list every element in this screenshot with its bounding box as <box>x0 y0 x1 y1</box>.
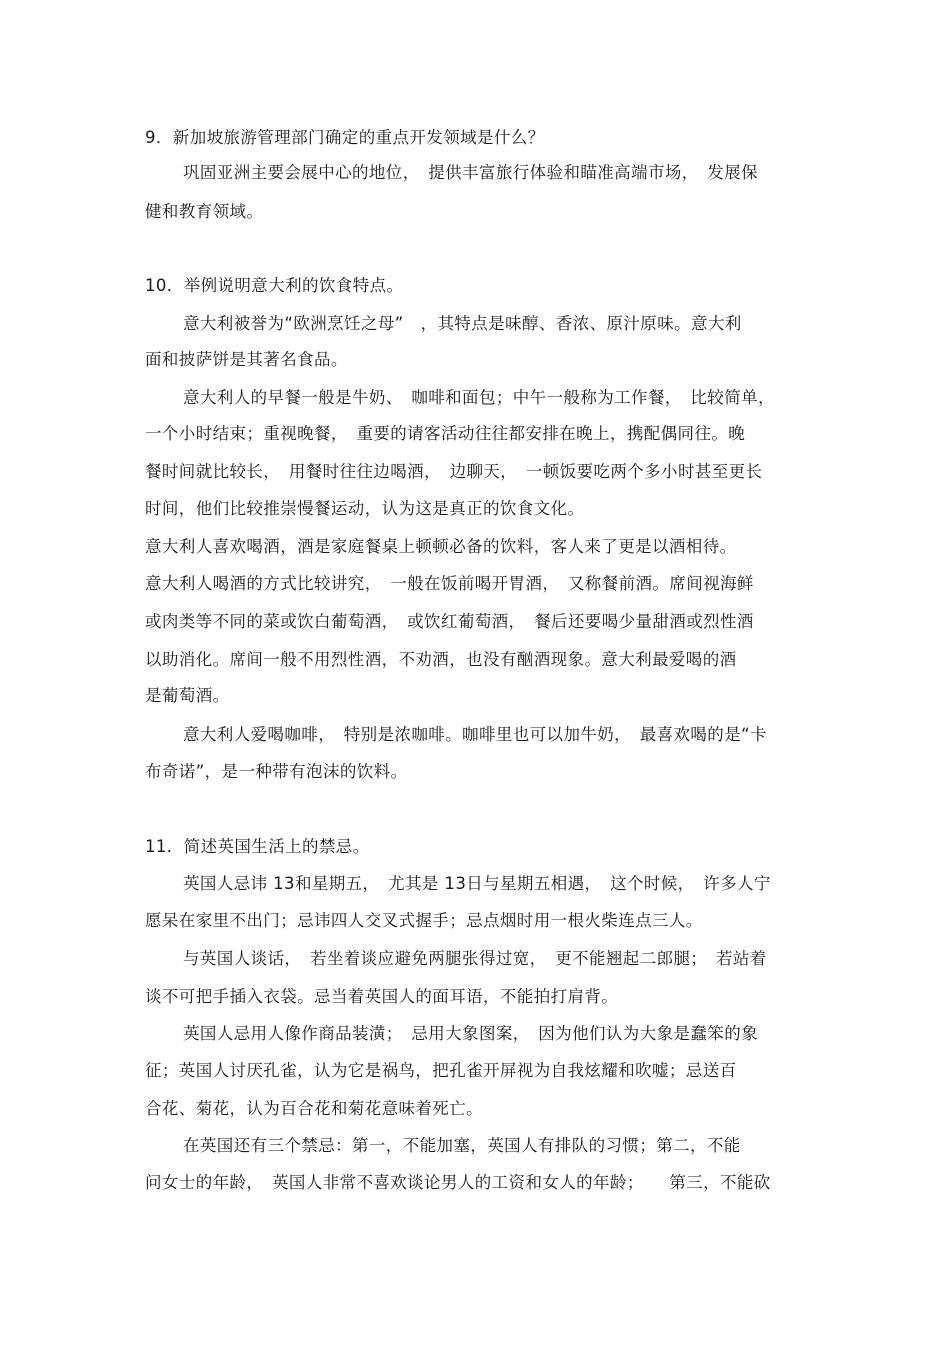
paragraph-line: 面和披萨饼是其著名食品。 <box>145 350 348 369</box>
paragraph-line: 健和教育领域。 <box>145 202 264 221</box>
question-11-heading: 11．简述英国生活上的禁忌。 <box>145 837 370 856</box>
paragraph-line: 意大利被誉为“欧洲烹饪之母” ，其特点是味醇、香浓、原汁原味。意大利 <box>183 314 742 333</box>
paragraph-line: 合花、菊花，认为百合花和菊花意味着死亡。 <box>145 1099 483 1118</box>
paragraph-line: 或肉类等不同的菜或饮白葡萄酒， 或饮红葡萄酒， 餐后还要喝少量甜酒或烈性酒 <box>145 612 754 631</box>
paragraph-line: 英国人忌用人像作商品装潢； 忌用大象图案， 因为他们认为大象是蠢笨的象 <box>183 1024 758 1043</box>
paragraph-line: 餐时间就比较长， 用餐时往往边喝酒， 边聊天， 一顿饭要吃两个多小时甚至更长 <box>145 462 763 481</box>
paragraph-line: 愿呆在家里不出门；忌讳四人交叉式握手；忌点烟时用一根火柴连点三人。 <box>145 911 703 930</box>
paragraph-line: 布奇诺”，是一种带有泡沫的饮料。 <box>145 762 408 781</box>
paragraph-line: 谈不可把手插入衣袋。忌当着英国人的面耳语，不能拍打肩背。 <box>145 987 619 1006</box>
paragraph-line: 意大利人喝酒的方式比较讲究， 一般在饭前喝开胃酒， 又称餐前酒。席间视海鲜 <box>145 574 754 593</box>
paragraph-line: 征；英国人讨厌孔雀，认为它是祸鸟，把孔雀开屏视为自我炫耀和吹嘘；忌送百 <box>145 1061 737 1080</box>
paragraph-line: 意大利人喜欢喝酒，酒是家庭餐桌上顿顿必备的饮料，客人来了更是以酒相待。 <box>145 537 737 556</box>
paragraph-line: 英国人忌讳 13和星期五， 尤其是 13日与星期五相遇， 这个时候， 许多人宁 <box>183 874 771 893</box>
paragraph-line: 意大利人的早餐一般是牛奶、 咖啡和面包；中午一般称为工作餐， 比较简单， <box>183 388 775 407</box>
question-9-heading: 9．新加坡旅游管理部门确定的重点开发领域是什么？ <box>145 128 545 147</box>
paragraph-line: 是葡萄酒。 <box>145 686 230 705</box>
paragraph-line: 问女士的年龄， 英国人非常不喜欢谈论男人的工资和女人的年龄； 第三，不能砍 <box>145 1173 771 1192</box>
paragraph-line: 在英国还有三个禁忌：第一，不能加塞，英国人有排队的习惯；第二，不能 <box>183 1136 741 1155</box>
paragraph-line: 以助消化。席间一般不用烈性酒，不劝酒，也没有酗酒现象。意大利最爱喝的酒 <box>145 650 737 669</box>
paragraph-line: 巩固亚洲主要会展中心的地位， 提供丰富旅行体验和瞄准高端市场， 发展保 <box>183 163 758 182</box>
paragraph-line: 与英国人谈话， 若坐着谈应避免两腿张得过宽， 更不能翘起二郎腿； 若站着 <box>183 949 767 968</box>
question-10-heading: 10．举例说明意大利的饮食特点。 <box>145 276 404 295</box>
paragraph-line: 意大利人爱喝咖啡， 特别是浓咖啡。咖啡里也可以加牛奶， 最喜欢喝的是“卡 <box>183 725 767 744</box>
paragraph-line: 一个小时结束；重视晚餐， 重要的请客活动往往都安排在晚上，携配偶同往。晚 <box>145 424 746 443</box>
paragraph-line: 时间，他们比较推崇慢餐运动，认为这是真正的饮食文化。 <box>145 499 585 518</box>
